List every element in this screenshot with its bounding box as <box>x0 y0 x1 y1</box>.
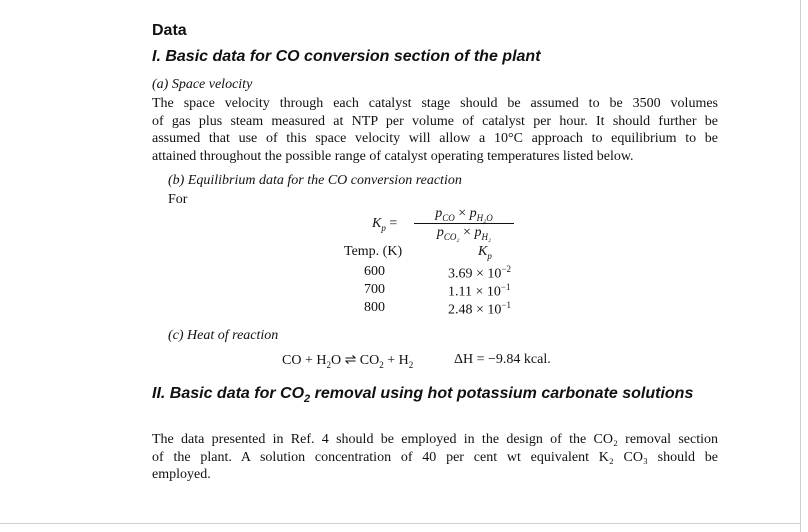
table-row <box>344 282 604 300</box>
kp-lhs: $K_p$ = <box>372 216 398 233</box>
temp-cell: 700 <box>364 282 385 297</box>
page-frame-right <box>800 0 801 532</box>
space-velocity-paragraph <box>152 95 718 165</box>
section1-title: I. Basic data for CO conversion section of the plant <box>152 48 541 65</box>
paragraph-line: of the plant. A solution concentration of 40 per cent wt equivalent K₂ CO₃ should be <box>152 449 718 465</box>
col-header-kp: $K_p$ <box>478 244 492 261</box>
table-row <box>344 264 604 282</box>
subsection-b-label: (b) Equilibrium data for the CO conversion reaction <box>168 173 462 188</box>
paragraph-line: of gas plus steam measured at NTP per volume of catalyst per hour. It should further be <box>152 113 718 129</box>
kp-numerator: $p_{CO} \times p_{H_2O}$ <box>435 206 493 223</box>
paragraph-line: employed. <box>152 467 211 482</box>
paragraph-line: The space velocity through each catalyst stage should be assumed to be 3500 volumes <box>152 96 718 111</box>
subsection-a-label: (a) Space velocity <box>152 77 253 92</box>
temp-cell: 600 <box>364 264 385 279</box>
heading-data: Data <box>152 22 187 39</box>
col-header-temp: Temp. (K) <box>344 244 403 259</box>
subsection-c-label: (c) Heat of reaction <box>168 328 279 343</box>
delta-h-value: ΔH = −9.84 kcal. <box>454 352 551 367</box>
paragraph-line: attained throughout the possible range of catalyst operating temperatures listed below. <box>152 148 634 164</box>
kp-denominator: $p_{CO_2} \times p_{H_2}$ <box>414 223 514 242</box>
kp-cell: $2.48 \times 10^{-1}$ <box>448 300 511 318</box>
kp-fraction <box>414 206 514 242</box>
co2-removal-paragraph <box>152 431 718 484</box>
section2-title: II. Basic data for $CO_2$ removal using hot potassium carbonate solutions <box>152 385 694 406</box>
page-frame-bottom <box>0 523 801 524</box>
kp-cell: $1.11 \times 10^{-1}$ <box>448 282 511 300</box>
temp-cell: 800 <box>364 300 385 315</box>
paragraph-line: assumed that use of this space velocity will allow a 10°C approach to equilibrium to be <box>152 131 718 146</box>
for-label: For <box>168 192 188 207</box>
paragraph-line: The data presented in Ref. 4 should be employed in the design of the CO₂ removal section <box>152 432 718 447</box>
reaction-equation: CO + $H_2O$ ⇌ $CO_2 + H_2$ <box>282 353 414 370</box>
kp-cell: $3.69 \times 10^{-2}$ <box>448 264 511 282</box>
table-row <box>344 300 604 318</box>
